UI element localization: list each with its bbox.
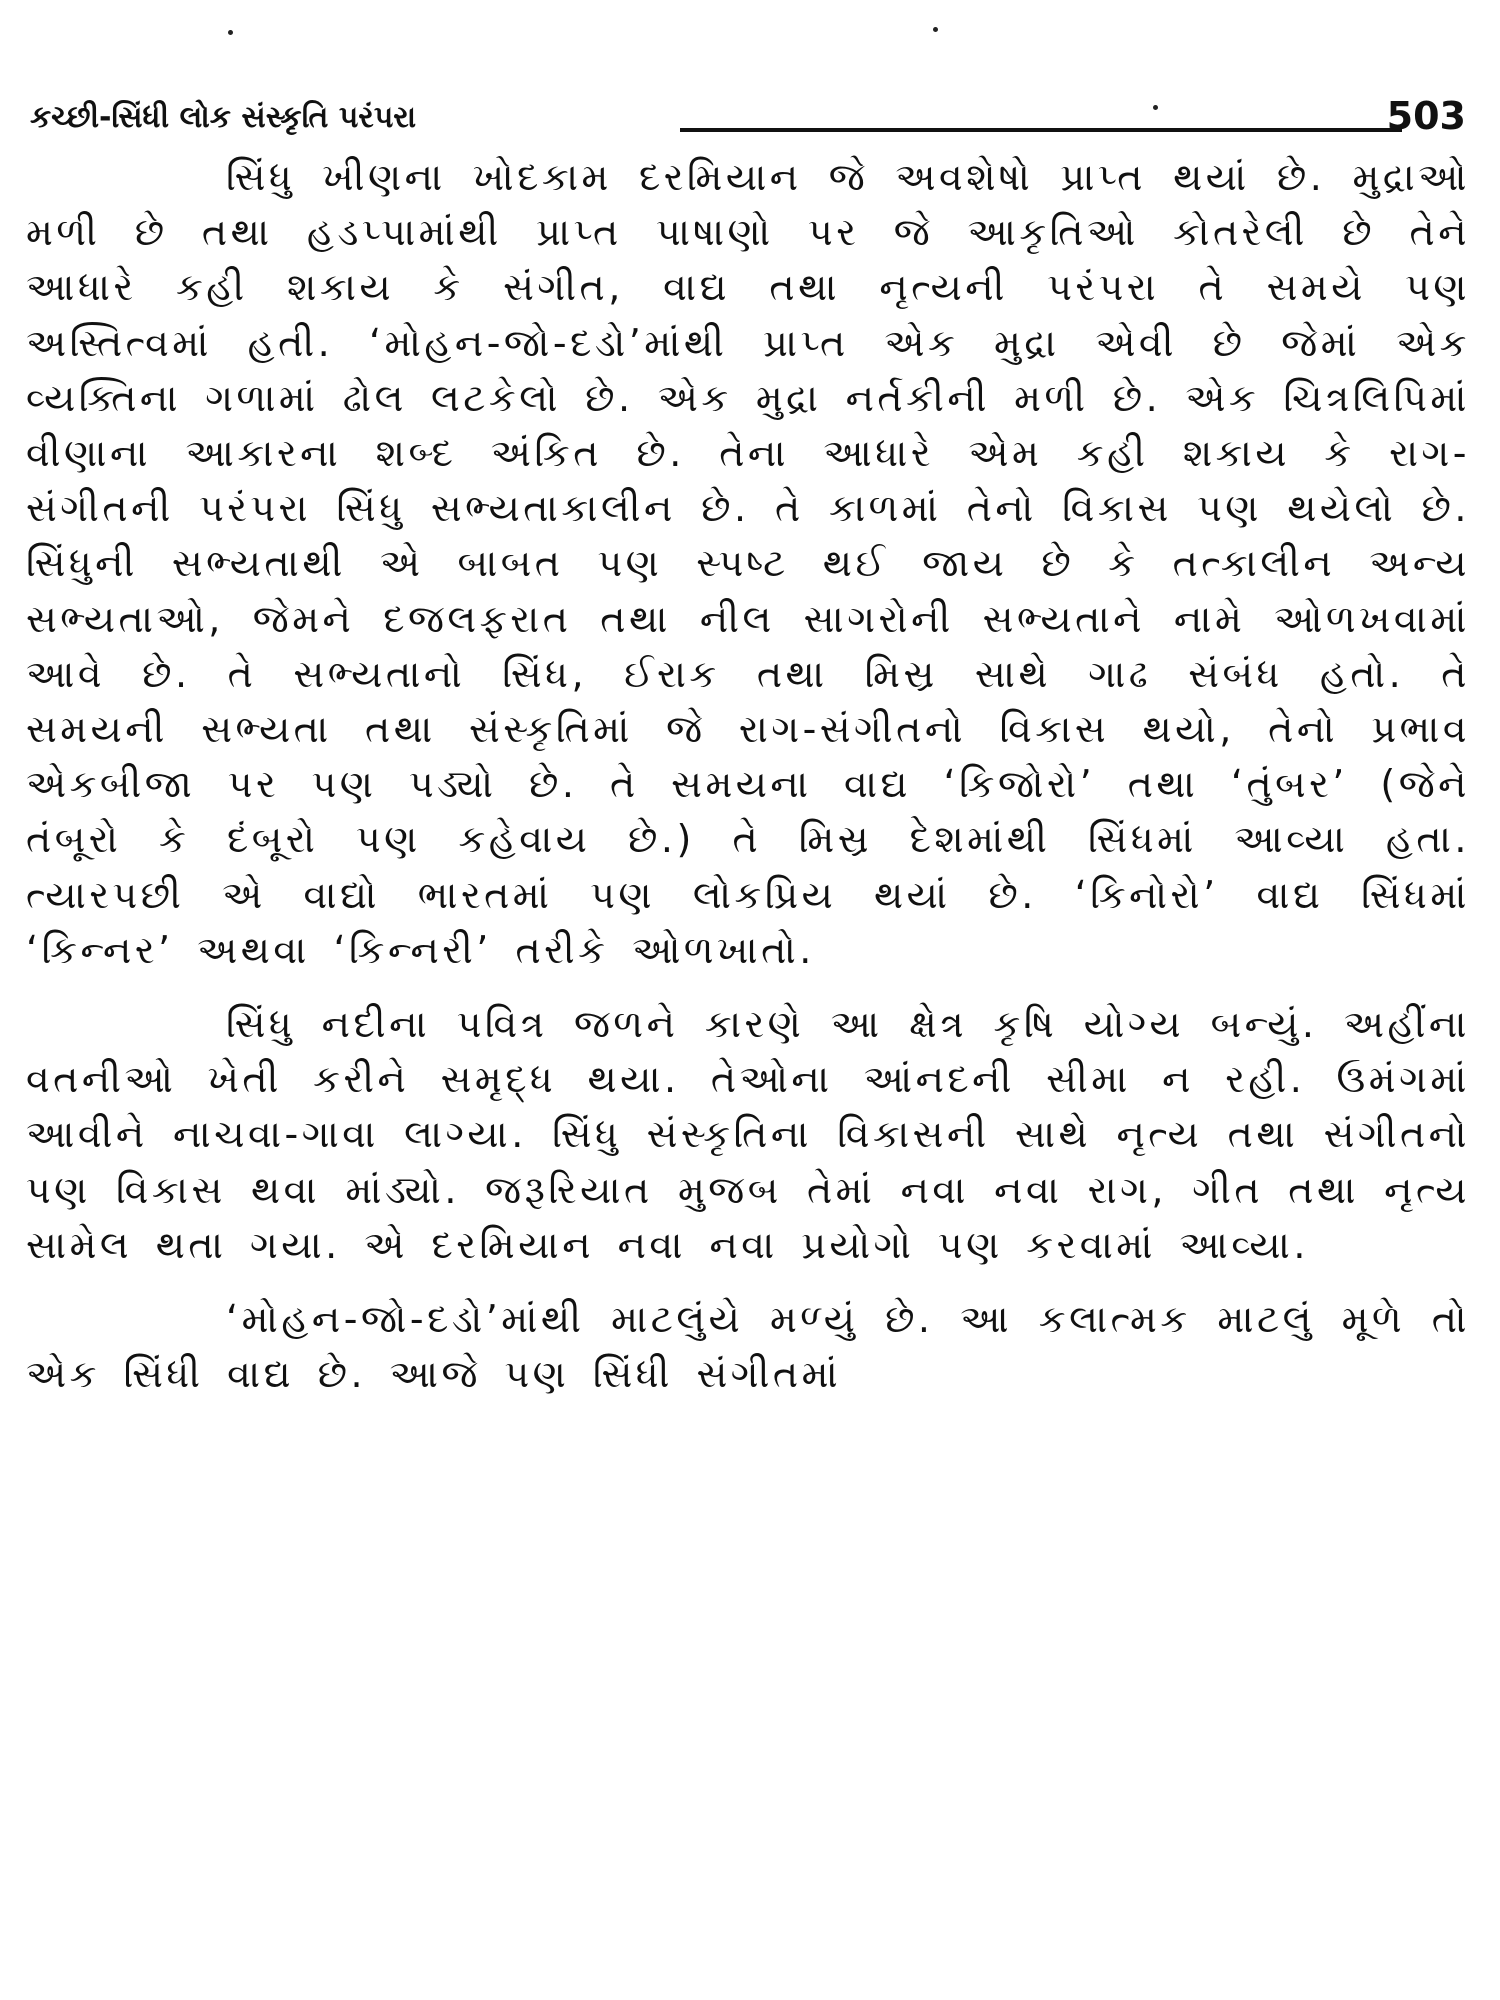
paragraph-1: સિંધુ ખીણના ખોદકામ દરમિયાન જે અવશેષો પ્રાપ્ત થયાં છે. મુદ્રાઓ મળી છે તથા હડપ્પામાંથી પ્રાપ્ત પાષાણો પર જે આકૃતિઓ કોતરેલી છે તેને આધારે કહી શકાય કે સંગીત, વાદ્ય તથા નૃત્યની પરંપરા તે સમયે પણ અસ્તિત્વમાં હતી. ‘મોહન-જો-દડો’માંથી પ્રાપ્ત એક મુદ્રા એવી છે જેમાં એક વ્યક્તિના ગળામાં ઢોલ લટકેલો છે. એક મુદ્રા નર્તકીની મળી છે. એક ચિત્રલિપિમાં વીણાના આકારના શબ્દ અંકિત છે. તેના આધારે એમ કહી શકાય કે રાગ-સંગીતની પરંપરા સિંધુ સભ્યતાકાલીન છે. તે કાળમાં તેનો વિકાસ પણ થયેલો છે. સિંધુની સભ્યતાથી એ બાબત પણ સ્પષ્ટ થઈ જાય છે કે તત્કાલીન અન્ય સભ્યતાઓ, જેમને દજલફરાત તથા નીલ સાગરોની સભ્યતાને નામે ઓળખવામાં આવે છે. તે સભ્યતાનો સિંધ, ઈરાક તથા મિસ્ર સાથે ગાઢ સંબંધ હતો. તે સમયની સભ્યતા તથા સંસ્કૃતિમાં જે રાગ-સંગીતનો વિકાસ થયો, તેનો પ્રભાવ એકબીજા પર પણ પડ્યો છે. તે સમયના વાદ્ય ‘કિજોરો’ તથા ‘તુંબર’ (જેને તંબૂરો કે દંબૂરો પણ કહેવાય છે.) તે મિસ્ર દેશમાંથી સિંધમાં આવ્યા હતા. ત્યારપછી એ વાદ્યો ભારતમાં પણ લોકપ્રિય થયાં છે. ‘કિનોરો’ વાદ્ય સિંધમાં ‘કિન્નર’ અથવા ‘કિન્નરી’ તરીકે ઓળખાતો. <box>26 155 1470 972</box>
paragraph-3: ‘મોહન-જો-દડો’માંથી માટલુંયે મળ્યું છે. આ કલાત્મક માટલું મૂળે તો એક સિંધી વાદ્ય છે. આજે પણ સિંધી સંગીતમાં <box>26 1297 1470 1397</box>
page-number: 503 <box>1386 94 1466 138</box>
body-text <box>26 150 1470 1402</box>
header-title: કચ્છી-સિંધી લોક સંસ્કૃતિ પરંપરા <box>30 100 417 135</box>
print-speck <box>1153 105 1158 110</box>
running-header <box>30 92 1470 142</box>
print-speck <box>933 27 938 32</box>
print-speck <box>228 30 233 35</box>
header-rule <box>680 128 1402 132</box>
paragraph-2: સિંધુ નદીના પવિત્ર જળને કારણે આ ક્ષેત્ર કૃષિ યોગ્ય બન્યું. અહીંના વતનીઓ ખેતી કરીને સમૃદ્ધ થયા. તેઓના આંનદની સીમા ન રહી. ઉમંગમાં આવીને નાચવા-ગાવા લાગ્યા. સિંધુ સંસ્કૃતિના વિકાસની સાથે નૃત્ય તથા સંગીતનો પણ વિકાસ થવા માંડ્યો. જરૂરિયાત મુજબ તેમાં નવા નવા રાગ, ગીત તથા નૃત્ય સામેલ થતા ગયા. એ દરમિયાન નવા નવા પ્રયોગો પણ કરવામાં આવ્યા. <box>26 1002 1470 1267</box>
